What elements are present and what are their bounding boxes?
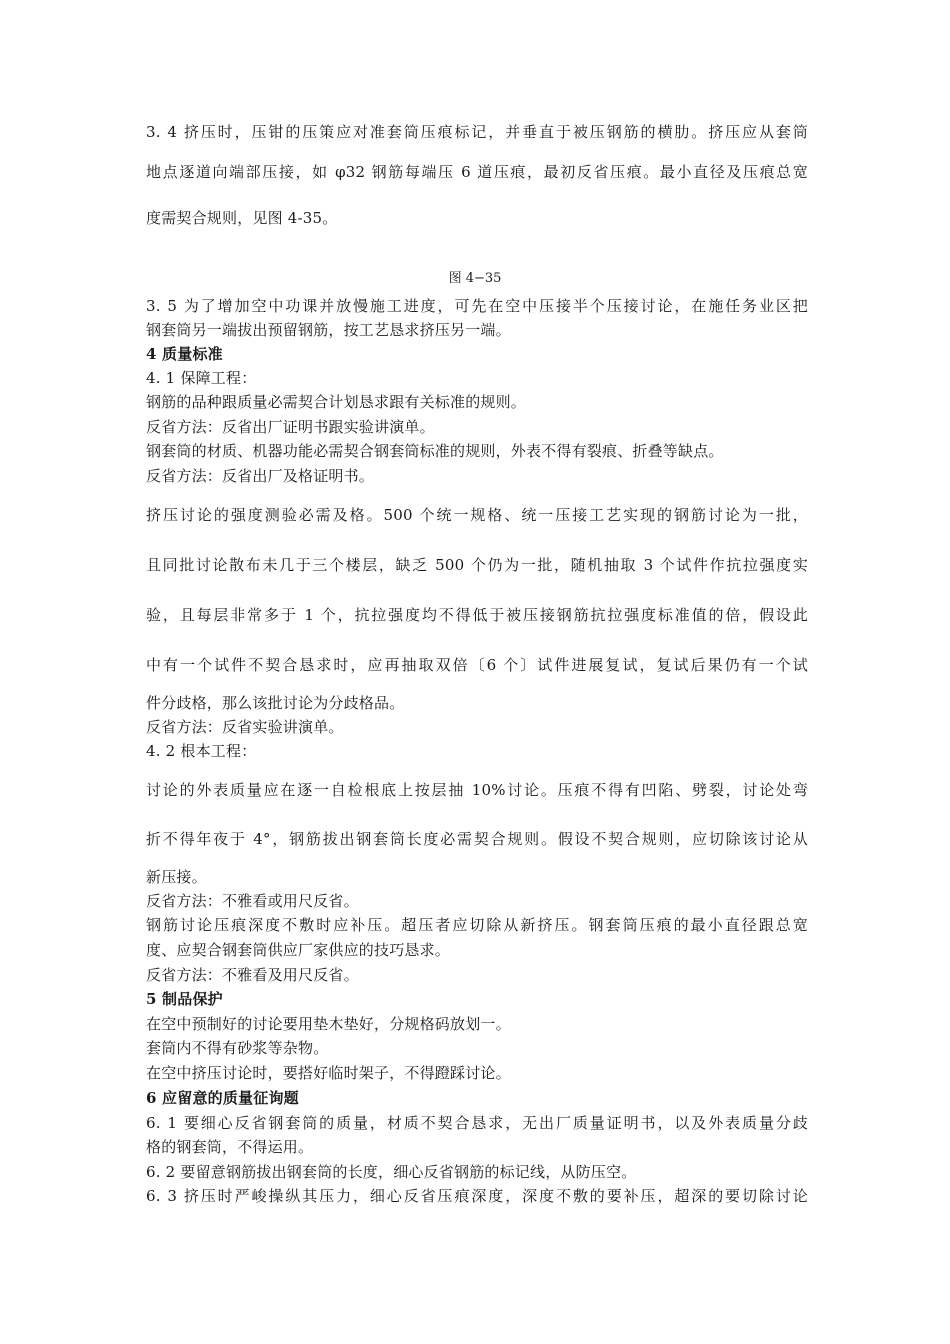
paragraph-6-2: 6. 2 要留意钢筋拔出钢套筒的长度，细心反省钢筋的标记线，从防压空。	[146, 1163, 637, 1181]
paragraph-surface-line-1: 讨论的外表质量应在逐一自检根底上按层抽 10%讨论。压痕不得有凹陷、劈裂，讨论处弯	[146, 781, 808, 799]
protection-item-1: 在空中预制好的讨论要用垫木垫好，分规格码放划一。	[146, 1015, 511, 1033]
paragraph-surface-line-2: 折不得年夜于 4°，钢筋拔出钢套筒长度必需契合规则。假设不契合规则，应切除该讨论从	[146, 830, 808, 848]
paragraph-strength-line-3: 验，且每层非常多于 1 个，抗拉强度均不得低于被压接钢筋抗拉强度标准值的倍，假设此	[146, 606, 808, 624]
paragraph-strength-line-5: 件分歧格，那么该批讨论为分歧格品。	[146, 694, 405, 712]
figure-caption: 图 4−35	[448, 271, 502, 286]
paragraph-3-5-line-1: 3. 5 为了增加空中功课并放慢施工进度，可先在空中压接半个压接讨论，在施任务业区把	[146, 297, 808, 315]
heading-4-1: 4. 1 保障工程：	[146, 369, 257, 387]
paragraph-3-5-line-2: 钢套筒另一端拔出预留钢筋，按工艺恳求挤压另一端。	[146, 321, 511, 339]
check-method-1: 反省方法：反省出厂证明书跟实验讲演单。	[146, 418, 435, 436]
paragraph-strength-line-1: 挤压讨论的强度测验必需及格。500 个统一规格、统一压接工艺实现的钢筋讨论为一批，	[146, 506, 808, 524]
check-method-3: 反省方法：反省实验讲演单。	[146, 718, 344, 736]
check-method-2: 反省方法：反省出厂及格证明书。	[146, 467, 375, 485]
paragraph-strength-line-4: 中有一个试件不契合恳求时，应再抽取双倍〔6 个〕试件进展复试，复试后果仍有一个试	[146, 656, 808, 674]
paragraph-depth-line-1: 钢筋讨论压痕深度不敷时应补压。超压者应切除从新挤压。钢套筒压痕的最小直径跟总宽	[146, 916, 808, 934]
paragraph-3-4-line-3: 度需契合规则，见图 4-35。	[146, 209, 338, 227]
protection-item-3: 在空中挤压讨论时，要搭好临时架子，不得蹬踩讨论。	[146, 1064, 511, 1082]
protection-item-2: 套筒内不得有砂浆等杂物。	[146, 1039, 329, 1057]
paragraph-6-3: 6. 3 挤压时严峻操纵其压力，细心反省压痕深度，深度不敷的要补压，超深的要切除讨论	[146, 1187, 808, 1205]
paragraph-6-1-line-2: 格的钢套筒，不得运用。	[146, 1138, 314, 1156]
requirement-sleeve-material: 钢套筒的材质、机器功能必需契合钢套筒标准的规则，外表不得有裂痕、折叠等缺点。	[146, 442, 724, 460]
heading-4: 4 质量标准	[146, 345, 223, 363]
paragraph-6-1-line-1: 6. 1 要细心反省钢套筒的质量，材质不契合恳求，无出厂质量证明书，以及外表质量分歧	[146, 1114, 808, 1132]
paragraph-depth-line-2: 度、应契合钢套筒供应厂家供应的技巧恳求。	[146, 941, 451, 959]
paragraph-3-4-line-1: 3. 4 挤压时，压钳的压策应对准套筒压痕标记，并垂直于被压钢筋的横肋。挤压应从套筒	[146, 123, 808, 141]
check-method-4: 反省方法：不雅看或用尺反省。	[146, 892, 359, 910]
heading-6: 6 应留意的质量征询题	[146, 1089, 299, 1107]
paragraph-surface-line-3: 新压接。	[146, 868, 207, 886]
heading-4-2: 4. 2 根本工程：	[146, 742, 257, 760]
paragraph-3-4-line-2: 地点逐道向端部压接，如 φ32 钢筋每端压 6 道压痕，最初反省压痕。最小直径及压痕总宽	[146, 163, 808, 181]
requirement-rebar-quality: 钢筋的品种跟质量必需契合计划恳求跟有关标准的规则。	[146, 393, 527, 411]
heading-5: 5 制品保护	[146, 990, 223, 1008]
check-method-5: 反省方法：不雅看及用尺反省。	[146, 966, 359, 984]
paragraph-strength-line-2: 且同批讨论散布未几于三个楼层，缺乏 500 个仍为一批，随机抽取 3 个试件作抗拉强度实	[146, 556, 808, 574]
